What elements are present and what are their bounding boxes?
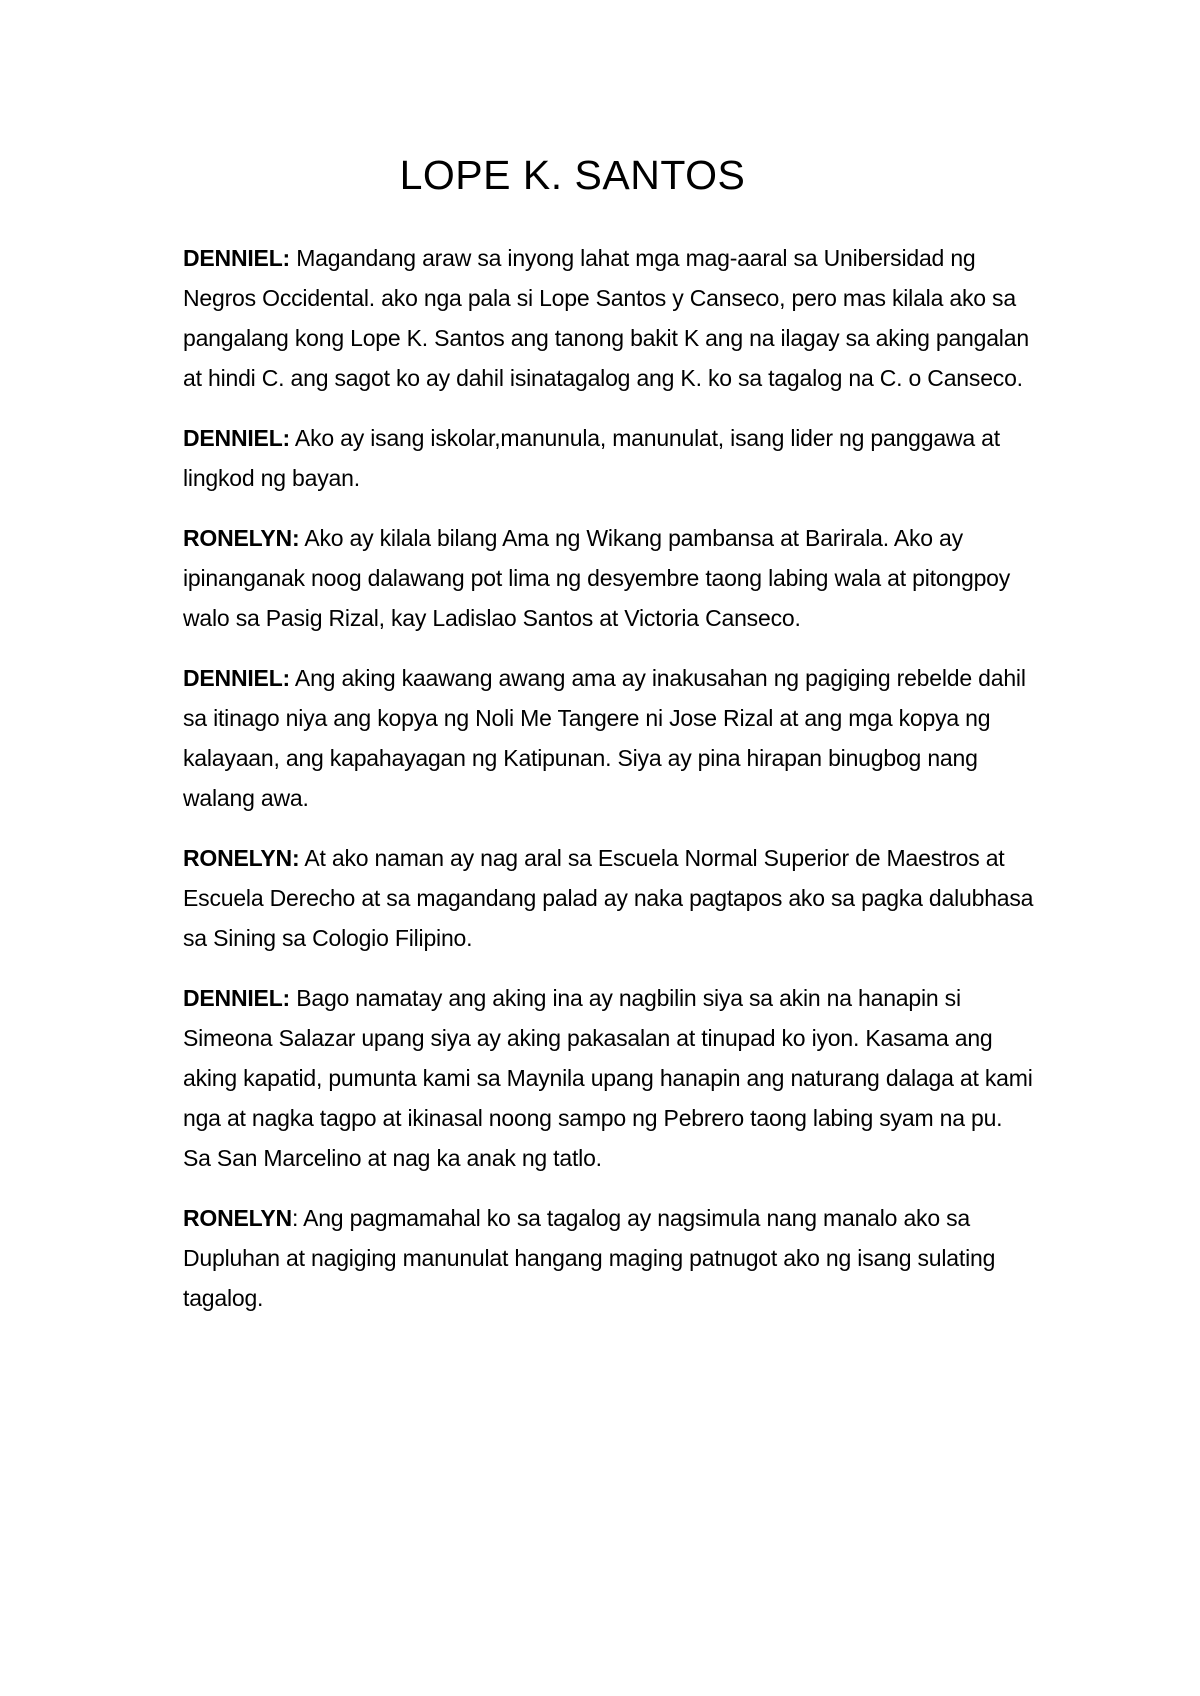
speaker-label: DENNIEL: — [183, 665, 291, 691]
speaker-label: DENNIEL: — [183, 425, 291, 451]
speaker-label: RONELYN: — [183, 845, 300, 871]
dialogue-paragraph — [183, 838, 1035, 958]
speaker-label: RONELYN: — [183, 525, 300, 551]
dialogue-text: : Ang pagmamahal ko sa tagalog ay nagsimula nang manalo ako sa Dupluhan at nagiging manunulat hangang maging patnugot ako ng isang sulating tagalog. — [183, 1205, 996, 1311]
dialogue-text: Ako ay kilala bilang Ama ng Wikang pambansa at Barirala. Ako ay ipinanganak noog dalawang pot lima ng desyembre taong labing wala at pitongpoy walo sa Pasig Rizal, kay Ladislao Santos at Victoria Canseco. — [183, 525, 1011, 631]
dialogue-text: Magandang araw sa inyong lahat mga mag-aaral sa Unibersidad ng Negros Occidental. ako nga pala si Lope Santos y Canseco, pero mas kilala ako sa pangalang kong Lope K. Santos ang tanong bakit K ang na ilagay sa aking pangalan at hindi C. ang sagot ko ay dahil isinatagalog ang K. ko sa tagalog na C. o Canseco. — [183, 245, 1029, 391]
dialogue-text: At ako naman ay nag aral sa Escuela Normal Superior de Maestros at Escuela Derecho at sa magandang palad ay naka pagtapos ako sa pagka dalubhasa sa Sining sa Cologio Filipino. — [183, 845, 1034, 951]
dialogue-paragraph — [183, 518, 1035, 638]
dialogue-text: Ang aking kaawang awang ama ay inakusahan ng pagiging rebelde dahil sa itinago niya ang kopya ng Noli Me Tangere ni Jose Rizal at ang mga kopya ng kalayaan, ang kapahayagan ng Katipunan. Siya ay pina hirapan binugbog nang walang awa. — [183, 665, 1026, 811]
dialogue-paragraph — [183, 238, 1035, 398]
dialogue-text: Bago namatay ang aking ina ay nagbilin siya sa akin na hanapin si Simeona Salazar upang siya ay aking pakasalan at tinupad ko iyon. Kasama ang aking kapatid, pumunta kami sa Maynila upang hanapin ang naturang dalaga at kami nga at nagka tagpo at ikinasal noong sampo ng Pebrero taong labing syam na pu. Sa San Marcelino at nag ka anak ng tatlo. — [183, 985, 1033, 1171]
speaker-label: DENNIEL: — [183, 245, 291, 271]
document-title: LOPE K. SANTOS — [399, 152, 746, 198]
dialogue-paragraph — [183, 418, 1035, 498]
dialogue-text: Ako ay isang iskolar,manunula, manunulat, isang lider ng panggawa at lingkod ng bayan. — [183, 425, 1000, 491]
document-body — [183, 238, 1035, 1338]
dialogue-paragraph — [183, 658, 1035, 818]
speaker-label: RONELYN — [183, 1205, 292, 1231]
dialogue-paragraph — [183, 978, 1035, 1178]
dialogue-paragraph — [183, 1198, 1035, 1318]
speaker-label: DENNIEL: — [183, 985, 291, 1011]
